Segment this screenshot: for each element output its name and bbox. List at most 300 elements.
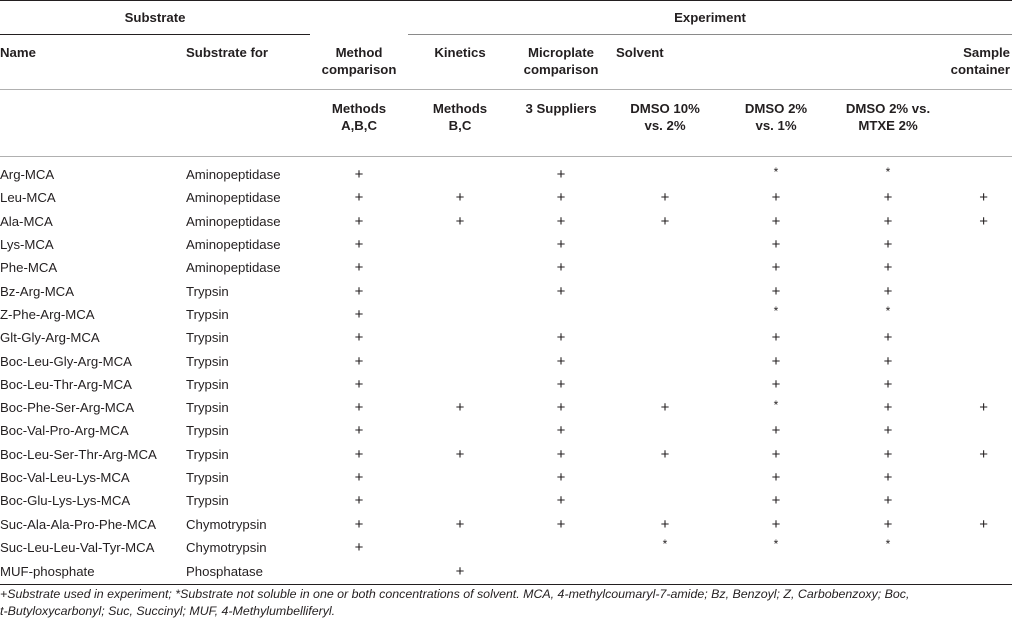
microplate-cell xyxy=(512,349,610,372)
method-header-dmso-10-2 xyxy=(610,90,720,157)
sample-container-cell xyxy=(944,303,1012,326)
dmso-mtxe-cell xyxy=(832,210,944,233)
used-mark: + xyxy=(354,445,364,463)
table-row xyxy=(0,443,1012,466)
substrate-for-cell: Phosphatase xyxy=(186,559,310,585)
column-header-microplate xyxy=(512,35,610,90)
dmso-10-2-cell xyxy=(610,186,720,209)
substrate-for-cell: Trypsin xyxy=(186,470,229,485)
dmso-mtxe-cell xyxy=(832,559,944,585)
dmso-mtxe-cell xyxy=(832,443,944,466)
dmso-10-2-cell xyxy=(610,443,720,466)
dmso-2-1-cell xyxy=(720,210,832,233)
kinetics-cell xyxy=(408,279,512,302)
not-soluble-mark: * xyxy=(885,164,891,179)
used-mark: + xyxy=(354,259,364,277)
microplate-cell xyxy=(512,186,610,209)
used-mark: + xyxy=(354,166,364,184)
used-mark: + xyxy=(354,352,364,370)
table-row xyxy=(0,559,1012,585)
substrate-for-cell: Trypsin xyxy=(186,400,229,416)
dmso-mtxe-cell xyxy=(832,157,944,187)
microplate-cell xyxy=(512,443,610,466)
substrate-name-cell: Boc-Leu-Gly-Arg-MCA xyxy=(0,353,132,369)
used-mark: + xyxy=(979,399,989,417)
substrate-name-cell: Z-Phe-Arg-MCA xyxy=(0,306,95,322)
method-cell xyxy=(310,303,408,326)
method-header-blank-2 xyxy=(186,90,310,157)
used-mark: + xyxy=(354,305,364,323)
kinetics-cell xyxy=(408,256,512,279)
used-mark: + xyxy=(771,259,781,277)
used-mark: + xyxy=(354,375,364,393)
footnote-line-2: t-Butyloxycarbonyl; Suc, Succinyl; MUF, 4-Methylumbelliferyl. xyxy=(0,604,336,618)
used-mark: + xyxy=(883,352,893,370)
dmso-2-1-cell xyxy=(720,186,832,209)
table-row xyxy=(0,279,1012,302)
sample-container-cell xyxy=(944,326,1012,349)
microplate-cell xyxy=(512,536,610,559)
table-header xyxy=(0,1,1012,157)
column-header-sample-container xyxy=(944,35,1012,90)
used-mark: + xyxy=(883,259,893,277)
microplate-cell xyxy=(512,466,610,489)
kinetics-cell xyxy=(408,210,512,233)
substrate-name-cell: Boc-Val-Leu-Lys-MCA xyxy=(0,470,130,485)
substrate-for-cell: Aminopeptidase xyxy=(186,190,281,206)
kinetics-cell xyxy=(408,396,512,419)
dmso-2-1-cell xyxy=(720,157,832,187)
dmso-10-2-cell xyxy=(610,326,720,349)
dmso-10-2-cell xyxy=(610,157,720,187)
not-soluble-mark: * xyxy=(885,537,891,552)
kinetics-cell xyxy=(408,233,512,256)
kinetics-cell xyxy=(408,186,512,209)
column-header-method-comparison-line2: comparison xyxy=(321,62,397,77)
microplate-cell xyxy=(512,210,610,233)
microplate-cell xyxy=(512,512,610,535)
method-header-blank-1 xyxy=(0,90,186,157)
used-mark: + xyxy=(556,166,566,184)
sample-container-cell xyxy=(944,256,1012,279)
dmso-10-2-cell xyxy=(610,396,720,419)
column-header-row xyxy=(0,35,1012,90)
used-mark: + xyxy=(354,515,364,533)
microplate-cell xyxy=(512,303,610,326)
kinetics-cell xyxy=(408,349,512,372)
method-cell xyxy=(310,279,408,302)
used-mark: + xyxy=(660,515,670,533)
dmso-2-1-cell xyxy=(720,233,832,256)
dmso-mtxe-cell xyxy=(832,536,944,559)
group-header-experiment: Experiment xyxy=(408,1,1012,35)
substrate-name-cell: Lys-MCA xyxy=(0,237,54,253)
column-header-kinetics: Kinetics xyxy=(434,45,486,60)
dmso-10-2-cell xyxy=(610,559,720,585)
used-mark: + xyxy=(979,189,989,207)
used-mark: + xyxy=(455,189,465,207)
method-cell xyxy=(310,512,408,535)
method-header-blank-3 xyxy=(944,90,1012,157)
method-cell xyxy=(310,443,408,466)
table-row xyxy=(0,349,1012,372)
table-body xyxy=(0,157,1012,585)
table-footnote xyxy=(0,586,1012,620)
substrate-name-cell: Glt-Gly-Arg-MCA xyxy=(0,330,100,346)
method-header-dmso-mtxe-line2: MTXE 2% xyxy=(858,118,918,133)
table-row xyxy=(0,256,1012,279)
used-mark: + xyxy=(771,282,781,300)
kinetics-cell xyxy=(408,303,512,326)
method-header-methods-bc-line2: B,C xyxy=(448,118,472,133)
method-cell xyxy=(310,373,408,396)
used-mark: + xyxy=(771,422,781,440)
dmso-2-1-cell xyxy=(720,279,832,302)
dmso-mtxe-cell xyxy=(832,373,944,396)
sample-container-cell xyxy=(944,466,1012,489)
dmso-10-2-cell xyxy=(610,256,720,279)
column-header-solvent: Solvent xyxy=(616,45,664,60)
dmso-mtxe-cell xyxy=(832,186,944,209)
substrate-name-cell: Boc-Leu-Thr-Arg-MCA xyxy=(0,376,132,392)
table-row xyxy=(0,419,1012,442)
used-mark: + xyxy=(556,469,566,486)
sample-container-cell xyxy=(944,186,1012,209)
substrate-name-cell: MUF-phosphate xyxy=(0,559,186,585)
substrate-name-cell: Suc-Leu-Leu-Val-Tyr-MCA xyxy=(0,539,155,555)
used-mark: + xyxy=(883,445,893,463)
column-header-method-comparison-line1: Method xyxy=(335,45,383,60)
footnote-line-1: +Substrate used in experiment; *Substrate not soluble in one or both concentrations of solvent. MCA, 4-methylcoumaryl-7-amide; Bz, Benzoyl; Z, Carbobenzoxy; Boc, xyxy=(0,587,910,601)
column-header-sample-container-line1: Sample xyxy=(963,45,1011,60)
column-header-name: Name xyxy=(0,45,36,60)
used-mark: + xyxy=(660,189,670,207)
microplate-cell xyxy=(512,489,610,512)
used-mark: + xyxy=(979,445,989,463)
kinetics-cell xyxy=(408,443,512,466)
used-mark: + xyxy=(455,563,465,581)
substrate-name-cell: Boc-Leu-Ser-Thr-Arg-MCA xyxy=(0,446,157,462)
table-row xyxy=(0,536,1012,559)
dmso-2-1-cell xyxy=(720,559,832,585)
used-mark: + xyxy=(883,515,893,533)
used-mark: + xyxy=(771,329,781,347)
sample-container-cell xyxy=(944,419,1012,442)
used-mark: + xyxy=(556,515,566,533)
dmso-2-1-cell xyxy=(720,303,832,326)
dmso-2-1-cell xyxy=(720,396,832,419)
used-mark: + xyxy=(556,352,566,370)
sample-container-cell xyxy=(944,443,1012,466)
substrate-name-cell: Suc-Ala-Ala-Pro-Phe-MCA xyxy=(0,516,157,532)
dmso-mtxe-cell xyxy=(832,512,944,535)
kinetics-cell xyxy=(408,536,512,559)
dmso-10-2-cell xyxy=(610,489,720,512)
used-mark: + xyxy=(556,445,566,463)
used-mark: + xyxy=(771,469,781,486)
dmso-10-2-cell xyxy=(610,233,720,256)
microplate-cell xyxy=(512,396,610,419)
method-cell xyxy=(310,559,408,585)
substrate-name-cell: Ala-MCA xyxy=(0,213,53,229)
used-mark: + xyxy=(771,212,781,230)
substrate-for-cell: Trypsin xyxy=(186,376,229,392)
method-cell xyxy=(310,419,408,442)
used-mark: + xyxy=(354,399,364,417)
used-mark: + xyxy=(771,236,781,254)
dmso-2-1-cell xyxy=(720,489,832,512)
microplate-cell xyxy=(512,157,610,187)
used-mark: + xyxy=(883,375,893,393)
microplate-cell xyxy=(512,373,610,396)
group-header-row xyxy=(0,1,1012,35)
used-mark: + xyxy=(354,189,364,207)
microplate-cell xyxy=(512,326,610,349)
dmso-2-1-cell xyxy=(720,373,832,396)
substrate-for-cell: Aminopeptidase xyxy=(186,167,281,183)
group-header-substrate: Substrate xyxy=(0,1,310,35)
used-mark: + xyxy=(354,538,364,556)
used-mark: + xyxy=(354,282,364,300)
column-header-solvent-span-2 xyxy=(832,35,944,90)
method-cell xyxy=(310,210,408,233)
kinetics-cell xyxy=(408,326,512,349)
table-row xyxy=(0,396,1012,419)
used-mark: + xyxy=(660,212,670,230)
kinetics-cell xyxy=(408,466,512,489)
method-cell xyxy=(310,349,408,372)
column-header-substrate-for: Substrate for xyxy=(186,45,269,60)
not-soluble-mark: * xyxy=(662,537,668,552)
dmso-mtxe-cell xyxy=(832,396,944,419)
kinetics-cell xyxy=(408,157,512,187)
dmso-mtxe-cell xyxy=(832,303,944,326)
used-mark: + xyxy=(771,352,781,370)
used-mark: + xyxy=(354,492,364,510)
method-cell xyxy=(310,186,408,209)
used-mark: + xyxy=(556,422,566,440)
dmso-2-1-cell xyxy=(720,512,832,535)
method-cell xyxy=(310,233,408,256)
method-cell xyxy=(310,466,408,489)
dmso-mtxe-cell xyxy=(832,256,944,279)
method-header-methods-abc-line2: A,B,C xyxy=(341,118,377,133)
substrate-for-cell: Trypsin xyxy=(186,306,229,322)
column-header-microplate-line1: Microplate xyxy=(528,45,594,60)
table-row xyxy=(0,303,1012,326)
method-cell xyxy=(310,536,408,559)
sample-container-cell xyxy=(944,489,1012,512)
table-row xyxy=(0,210,1012,233)
kinetics-cell xyxy=(408,512,512,535)
not-soluble-mark: * xyxy=(773,304,779,319)
used-mark: + xyxy=(883,469,893,486)
table-row xyxy=(0,489,1012,512)
substrate-for-cell: Aminopeptidase xyxy=(186,213,281,229)
dmso-10-2-cell xyxy=(610,303,720,326)
used-mark: + xyxy=(556,212,566,230)
used-mark: + xyxy=(455,515,465,533)
used-mark: + xyxy=(455,212,465,230)
method-header-dmso-10-2-line1: DMSO 10% xyxy=(630,101,700,116)
kinetics-cell xyxy=(408,419,512,442)
substrate-for-cell: Trypsin xyxy=(186,330,229,346)
method-header-row xyxy=(0,90,1012,157)
method-header-dmso-mtxe xyxy=(832,90,944,157)
used-mark: + xyxy=(556,399,566,417)
used-mark: + xyxy=(354,236,364,254)
used-mark: + xyxy=(354,422,364,440)
sample-container-cell xyxy=(944,233,1012,256)
sample-container-cell xyxy=(944,536,1012,559)
substrate-for-cell: Trypsin xyxy=(186,446,229,462)
table-row xyxy=(0,326,1012,349)
kinetics-cell xyxy=(408,489,512,512)
used-mark: + xyxy=(883,282,893,300)
group-header-gap xyxy=(310,1,408,35)
substrate-name-cell: Boc-Phe-Ser-Arg-MCA xyxy=(0,400,135,416)
dmso-10-2-cell xyxy=(610,210,720,233)
dmso-mtxe-cell xyxy=(832,326,944,349)
substrate-name-cell: Boc-Glu-Lys-Lys-MCA xyxy=(0,493,131,509)
method-cell xyxy=(310,157,408,187)
substrate-name-cell: Boc-Val-Pro-Arg-MCA xyxy=(0,423,129,439)
used-mark: + xyxy=(771,189,781,207)
method-header-methods-abc xyxy=(310,90,408,157)
substrate-for-cell: Chymotrypsin xyxy=(186,539,267,555)
dmso-10-2-cell xyxy=(610,466,720,489)
dmso-2-1-cell xyxy=(720,349,832,372)
microplate-cell xyxy=(512,279,610,302)
substrate-for-cell: Trypsin xyxy=(186,493,229,509)
method-header-dmso-2-1 xyxy=(720,90,832,157)
kinetics-cell xyxy=(408,373,512,396)
dmso-mtxe-cell xyxy=(832,419,944,442)
not-soluble-mark: * xyxy=(773,537,779,552)
table-row xyxy=(0,466,1012,489)
used-mark: + xyxy=(979,212,989,230)
used-mark: + xyxy=(883,236,893,254)
used-mark: + xyxy=(771,375,781,393)
used-mark: + xyxy=(556,259,566,277)
sample-container-cell xyxy=(944,373,1012,396)
used-mark: + xyxy=(883,329,893,347)
used-mark: + xyxy=(883,189,893,207)
not-soluble-mark: * xyxy=(773,397,779,412)
dmso-mtxe-cell xyxy=(832,489,944,512)
not-soluble-mark: * xyxy=(773,164,779,179)
microplate-cell xyxy=(512,256,610,279)
microplate-cell xyxy=(512,233,610,256)
sample-container-cell xyxy=(944,512,1012,535)
substrate-for-cell: Aminopeptidase xyxy=(186,260,281,276)
dmso-2-1-cell xyxy=(720,466,832,489)
used-mark: + xyxy=(556,236,566,254)
used-mark: + xyxy=(455,399,465,417)
substrate-name-cell: Phe-MCA xyxy=(0,260,58,276)
used-mark: + xyxy=(883,212,893,230)
column-header-microplate-line2: comparison xyxy=(523,62,599,77)
table-row xyxy=(0,157,1012,187)
not-soluble-mark: * xyxy=(885,304,891,319)
sample-container-cell xyxy=(944,396,1012,419)
substrate-for-cell: Trypsin xyxy=(186,283,229,299)
table-row xyxy=(0,186,1012,209)
table-row xyxy=(0,373,1012,396)
substrate-name-cell: Arg-MCA xyxy=(0,167,55,183)
column-header-solvent-span-1 xyxy=(720,35,832,90)
used-mark: + xyxy=(455,445,465,463)
column-header-method-comparison xyxy=(310,35,408,90)
dmso-2-1-cell xyxy=(720,443,832,466)
used-mark: + xyxy=(354,329,364,347)
method-header-dmso-2-1-line2: vs. 1% xyxy=(755,118,797,133)
dmso-10-2-cell xyxy=(610,279,720,302)
used-mark: + xyxy=(354,212,364,230)
kinetics-cell xyxy=(408,559,512,585)
used-mark: + xyxy=(556,375,566,393)
method-cell xyxy=(310,489,408,512)
sample-container-cell xyxy=(944,349,1012,372)
used-mark: + xyxy=(354,469,364,486)
used-mark: + xyxy=(556,189,566,207)
microplate-cell xyxy=(512,559,610,585)
used-mark: + xyxy=(883,422,893,440)
used-mark: + xyxy=(771,445,781,463)
dmso-mtxe-cell xyxy=(832,233,944,256)
method-header-methods-bc-line1: Methods xyxy=(432,101,488,116)
substrate-for-cell: Trypsin xyxy=(186,353,229,369)
sample-container-cell xyxy=(944,210,1012,233)
microplate-cell xyxy=(512,419,610,442)
substrate-for-cell: Chymotrypsin xyxy=(186,516,267,532)
sample-container-cell xyxy=(944,559,1012,585)
method-header-dmso-mtxe-line1: DMSO 2% vs. xyxy=(845,101,931,116)
table-row xyxy=(0,512,1012,535)
method-cell xyxy=(310,256,408,279)
table-row xyxy=(0,233,1012,256)
dmso-2-1-cell xyxy=(720,256,832,279)
used-mark: + xyxy=(660,399,670,417)
used-mark: + xyxy=(556,329,566,347)
substrate-name-cell: Leu-MCA xyxy=(0,190,56,206)
method-header-methods-bc xyxy=(408,90,512,157)
used-mark: + xyxy=(660,445,670,463)
used-mark: + xyxy=(556,492,566,510)
sample-container-cell xyxy=(944,157,1012,187)
dmso-mtxe-cell xyxy=(832,279,944,302)
dmso-10-2-cell xyxy=(610,373,720,396)
method-header-suppliers: 3 Suppliers xyxy=(512,90,610,157)
substrate-for-cell: Aminopeptidase xyxy=(186,237,281,253)
method-header-methods-abc-line1: Methods xyxy=(331,101,387,116)
column-header-sample-container-line2: container xyxy=(950,62,1011,77)
substrate-for-cell: Trypsin xyxy=(186,423,229,439)
substrate-name-cell: Bz-Arg-MCA xyxy=(0,283,74,299)
dmso-2-1-cell xyxy=(720,536,832,559)
method-header-dmso-10-2-line2: vs. 2% xyxy=(644,118,686,133)
dmso-10-2-cell xyxy=(610,536,720,559)
used-mark: + xyxy=(771,515,781,533)
used-mark: + xyxy=(883,492,893,510)
dmso-10-2-cell xyxy=(610,349,720,372)
dmso-2-1-cell xyxy=(720,419,832,442)
sample-container-cell xyxy=(944,279,1012,302)
used-mark: + xyxy=(556,282,566,300)
dmso-mtxe-cell xyxy=(832,466,944,489)
method-cell xyxy=(310,326,408,349)
dmso-mtxe-cell xyxy=(832,349,944,372)
